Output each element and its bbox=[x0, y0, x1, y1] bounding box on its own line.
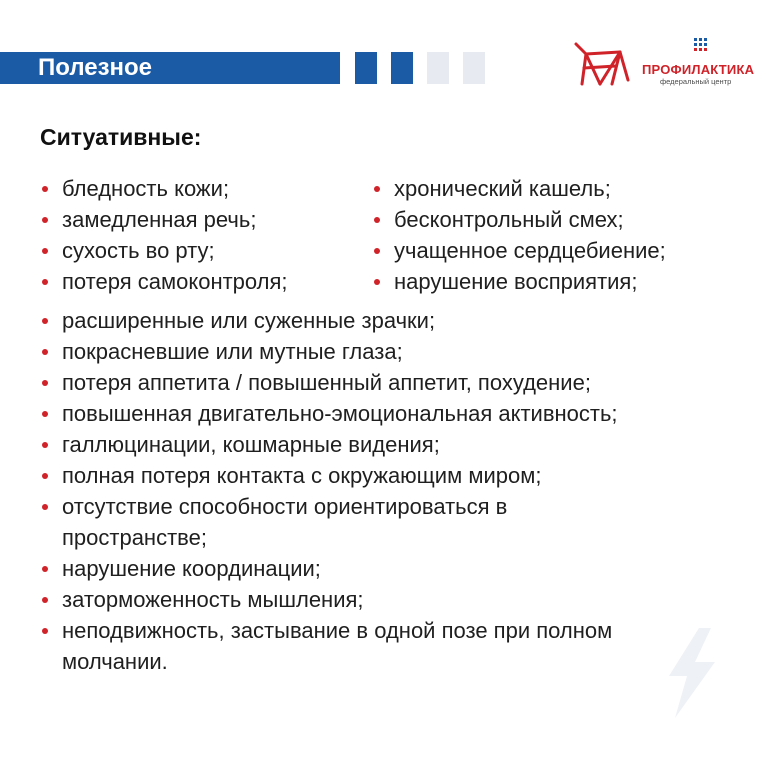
bullet-dot bbox=[42, 473, 48, 479]
list-item bbox=[40, 615, 672, 677]
list-item bbox=[40, 173, 370, 204]
list-item-text: покрасневшие или мутные глаза; bbox=[62, 339, 403, 364]
symptom-list-right bbox=[372, 173, 762, 297]
bullet-dot bbox=[42, 380, 48, 386]
list-item-text: потеря самоконтроля; bbox=[62, 269, 288, 294]
bullet-dot bbox=[42, 442, 48, 448]
symptom-list-left bbox=[40, 173, 370, 297]
list-item-text: потеря аппетита / повышенный аппетит, похудение; bbox=[62, 370, 591, 395]
bullet-dot bbox=[374, 279, 380, 285]
section-title: Ситуативные: bbox=[40, 124, 202, 150]
bullet-dot bbox=[374, 248, 380, 254]
page-title: Полезное bbox=[38, 54, 153, 81]
list-item-text: неподвижность, застывание в одной позе при полном молчании. bbox=[62, 618, 613, 674]
list-item-text: расширенные или суженные зрачки; bbox=[62, 308, 436, 333]
lightning-bolt-icon bbox=[655, 628, 723, 718]
bullet-dot bbox=[42, 411, 48, 417]
list-item-text: замедленная речь; bbox=[62, 207, 257, 232]
list-item bbox=[40, 204, 370, 235]
list-item-text: заторможенность мышления; bbox=[62, 587, 364, 612]
bullet-dot bbox=[42, 349, 48, 355]
block-light-1 bbox=[427, 52, 449, 84]
block-dark-2 bbox=[391, 52, 413, 84]
symptom-list-main bbox=[40, 305, 760, 677]
logo-name: ПРОФИЛАКТИКА bbox=[642, 62, 755, 77]
list-item-text: галлюцинации, кошмарные видения; bbox=[62, 432, 440, 457]
list-item-text: повышенная двигательно-эмоциональная активность; bbox=[62, 401, 618, 426]
bullet-dot bbox=[42, 597, 48, 603]
list-item-text: нарушение восприятия; bbox=[394, 269, 638, 294]
list-item bbox=[372, 235, 762, 266]
list-item-text: бесконтрольный смех; bbox=[394, 207, 624, 232]
list-item-text: нарушение координации; bbox=[62, 556, 321, 581]
list-item bbox=[40, 336, 760, 367]
list-item bbox=[40, 584, 760, 615]
block-dark-1 bbox=[355, 52, 377, 84]
list-item bbox=[40, 553, 760, 584]
bullet-dot bbox=[42, 628, 48, 634]
list-item-text: учащенное сердцебиение; bbox=[394, 238, 666, 263]
block-light-2 bbox=[463, 52, 485, 84]
list-item-text: сухость во рту; bbox=[62, 238, 215, 263]
list-item bbox=[372, 266, 762, 297]
list-item-text: хронический кашель; bbox=[394, 176, 611, 201]
list-item bbox=[40, 491, 652, 553]
bullet-dot bbox=[42, 279, 48, 285]
list-item-text: полная потеря контакта с окружающим миром; bbox=[62, 463, 542, 488]
list-item bbox=[40, 266, 370, 297]
list-item bbox=[372, 173, 762, 204]
logo-subtitle: федеральный центр bbox=[660, 77, 732, 86]
list-item bbox=[40, 305, 760, 336]
list-item-text: бледность кожи; bbox=[62, 176, 230, 201]
list-item bbox=[372, 204, 762, 235]
logo-grid-icon bbox=[694, 38, 708, 52]
logo-chair-icon bbox=[570, 40, 630, 88]
bullet-dot bbox=[42, 217, 48, 223]
bullet-dot bbox=[42, 504, 48, 510]
list-item-text: отсутствие способности ориентироваться в пространстве; bbox=[62, 494, 508, 550]
bullet-dot bbox=[42, 318, 48, 324]
list-item bbox=[40, 460, 760, 491]
bullet-dot bbox=[42, 566, 48, 572]
bullet-dot bbox=[374, 217, 380, 223]
bullet-dot bbox=[42, 248, 48, 254]
bullet-dot bbox=[374, 186, 380, 192]
bullet-dot bbox=[42, 186, 48, 192]
list-item bbox=[40, 367, 760, 398]
list-item bbox=[40, 235, 370, 266]
list-item bbox=[40, 429, 760, 460]
list-item bbox=[40, 398, 622, 429]
